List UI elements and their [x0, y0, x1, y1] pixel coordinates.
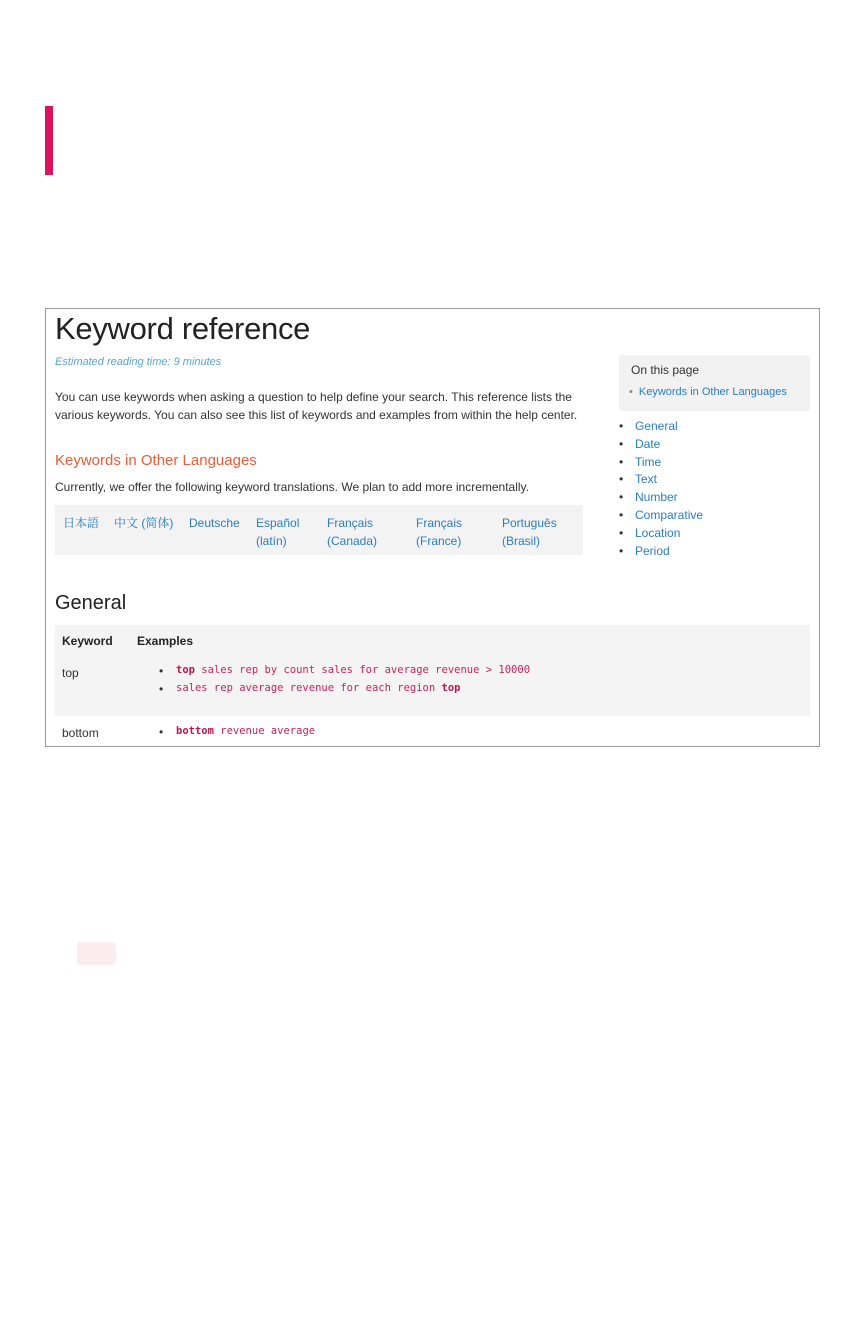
section-heading-other-languages: Keywords in Other Languages	[55, 452, 257, 469]
language-links-table	[55, 505, 583, 555]
example-keyword: top	[441, 682, 461, 694]
intro-paragraph: You can use keywords when asking a question to help define your search. This reference lists the various keywords. You can also see this list of keywords and examples from within the help center.	[55, 390, 578, 422]
toc-item-text[interactable]: • Text	[619, 472, 703, 490]
lang-link-french-france[interactable]: Français (France)	[416, 516, 463, 548]
keyword-cell: top	[62, 666, 79, 680]
example-keyword: top	[176, 664, 195, 676]
lang-link-chinese[interactable]: 中文 (简体)	[114, 516, 174, 530]
table-row	[55, 657, 810, 716]
toc-link-label: Keywords in Other Languages	[638, 386, 787, 398]
examples-list	[159, 664, 530, 700]
toc-link-other-languages[interactable]	[629, 386, 787, 398]
keyword-table	[55, 625, 810, 747]
toc-item-location[interactable]: • Location	[619, 526, 703, 544]
other-languages-description: Currently, we offer the following keyword translations. We plan to add more incrementally.	[55, 480, 529, 494]
accent-bar	[45, 106, 53, 175]
keyword-cell: bottom	[62, 726, 99, 740]
examples-list	[159, 725, 315, 743]
table-row	[55, 716, 810, 747]
table-header	[55, 625, 810, 657]
example-text: revenue average	[213, 725, 316, 737]
documentation-screenshot	[45, 308, 820, 747]
toc-item-number[interactable]: • Number	[619, 490, 703, 508]
lang-link-japanese[interactable]: 日本語	[63, 516, 100, 530]
section-heading-general: General	[55, 592, 127, 614]
lang-link-french-canada[interactable]: Français (Canada)	[327, 516, 378, 548]
toc-item-date[interactable]: • Date	[619, 437, 703, 455]
highlight-chip	[77, 942, 116, 965]
example-item	[159, 682, 530, 700]
header-examples: Examples	[137, 634, 194, 648]
toc-item-time[interactable]: • Time	[619, 455, 703, 473]
bullet-icon: •	[629, 386, 633, 398]
example-item	[159, 664, 530, 682]
toc-item-period[interactable]: • Period	[619, 544, 703, 562]
example-text: sales rep by count sales for average revenue > 10000	[194, 664, 531, 676]
header-keyword: Keyword	[62, 634, 113, 648]
toc-list	[619, 419, 703, 561]
example-text: sales rep average revenue for each region	[176, 682, 442, 694]
on-this-page-box	[619, 355, 810, 411]
lang-link-german[interactable]: Deutsche	[189, 516, 240, 530]
page-title: Keyword reference	[55, 311, 311, 346]
example-keyword: bottom	[176, 725, 214, 737]
toc-item-comparative[interactable]: • Comparative	[619, 508, 703, 526]
on-this-page-title: On this page	[631, 363, 700, 377]
example-item	[159, 725, 315, 743]
lang-link-portuguese[interactable]: Português (Brasil)	[502, 516, 557, 548]
toc-item-general[interactable]: • General	[619, 419, 703, 437]
lang-link-spanish[interactable]: Español (latín)	[256, 516, 300, 548]
reading-time: Estimated reading time: 9 minutes	[55, 356, 222, 368]
